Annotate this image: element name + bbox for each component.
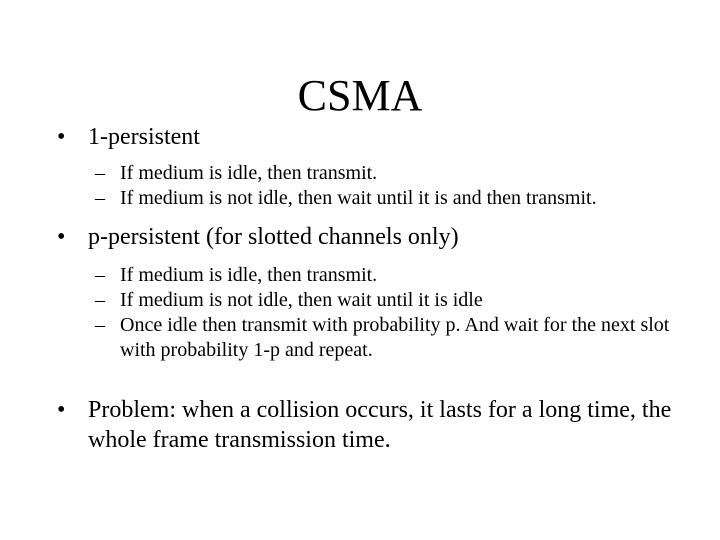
dash-marker: – [95,289,105,311]
sub-item [55,186,695,211]
sub-item-text: If medium is idle, then transmit. [120,264,378,286]
slide-title-text: CSMA [297,71,423,120]
bullet-marker: • [57,224,66,250]
sub-list-p-persistent [55,263,695,363]
dash-marker: – [95,187,105,209]
sub-item-text: If medium is not idle, then wait until it is idle [120,289,483,311]
sub-item [55,263,695,288]
sub-item [55,161,695,186]
bullet-text: p-persistent (for slotted channels only) [88,224,459,250]
sub-item-text: If medium is idle, then transmit. [120,162,378,184]
slide-title [0,70,720,122]
bullet-text: Problem: when a collision occurs, it lasts for a long time, the whole frame transmission time. [88,397,672,453]
bullet-p-persistent [55,222,695,252]
dash-marker: – [95,162,105,184]
bullet-1-persistent [55,122,695,152]
slide-content [55,122,695,455]
sub-list-1-persistent [55,161,695,211]
sub-item-text: If medium is not idle, then wait until it is and then transmit. [120,187,597,209]
sub-item [55,313,695,363]
bullet-marker: • [57,124,66,150]
sub-item-text: Once idle then transmit with probability p. And wait for the next slot with probability 1-p and repeat. [120,314,670,361]
bullet-marker: • [57,397,66,423]
bullet-text: 1-persistent [88,124,200,150]
bullet-problem [55,395,695,455]
dash-marker: – [95,264,105,286]
sub-item [55,288,695,313]
dash-marker: – [95,314,105,336]
